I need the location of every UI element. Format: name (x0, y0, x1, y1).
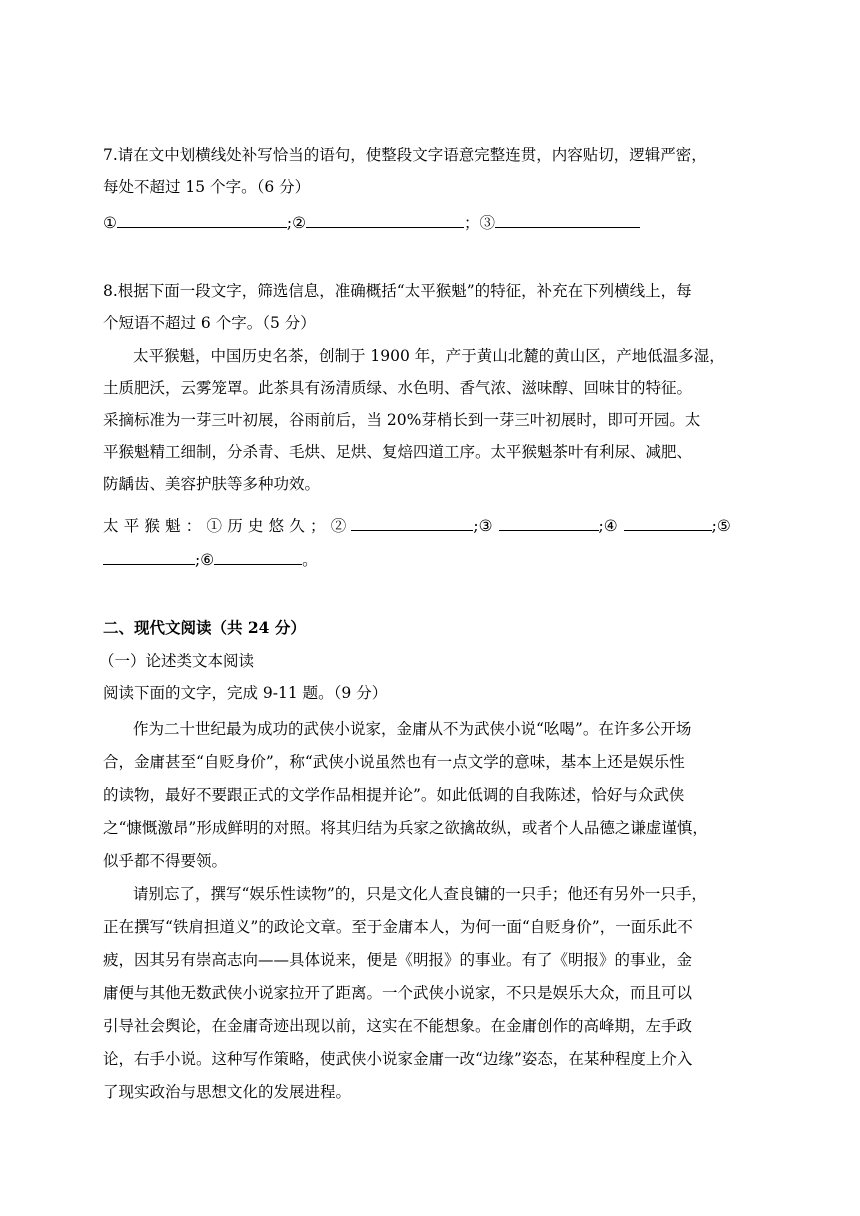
q8-answer-line-1 (103, 514, 731, 537)
q7-line-2: 每处不超过 15 个字。（6 分） (103, 178, 311, 196)
section-heading: 二、现代文阅读（共 24 分） (103, 618, 306, 637)
passage-line: 了现实政治与思想文化的发展进程。 (103, 1083, 352, 1101)
passage-line: 引导社会舆论，在金庸奇迹出现以前，这实在不能想象。在金庸创作的高峰期，左手政 (103, 1017, 693, 1035)
q8-passage-line: 土质肥沃，云雾笼罩。此茶具有汤清质绿、水色明、香气浓、滋味醇、回味甘的特征。 (103, 379, 693, 397)
passage-line: 似乎都不得要领。 (103, 852, 228, 870)
passage-line: 庸便与其他无数武侠小说家拉开了距离。一个武侠小说家，不只是娱乐大众，而且可以 (103, 984, 693, 1002)
q8-marker-3: ;③ (473, 517, 493, 535)
q8-marker-5: ;⑤ (711, 517, 731, 535)
q8-blank-3[interactable] (499, 514, 599, 531)
passage-line: 疲，因其另有崇高志向——具体说来，便是《明报》的事业。有了《明报》的事业，金 (103, 951, 693, 969)
q8-blank-2[interactable] (351, 514, 473, 531)
passage-line: 的读物，最好不要跟正式的文学作品相提并论”。如此低调的自我陈述，恰好与众武侠 (103, 786, 685, 804)
passage-line: 论，右手小说。这种写作策略，使武侠小说家金庸一改“边缘”姿态，在某种程度上介入 (103, 1050, 693, 1068)
q8-answer-prefix: 太平猴魁：①历史悠久；② (103, 517, 352, 535)
q7-answer-line (103, 211, 640, 234)
passage-line: 正在撰写“铁肩担道义”的政论文章。至于金庸本人，为何一面“自贬身价”，一面乐此不 (103, 918, 693, 936)
q7-marker-3: ；③ (464, 214, 496, 232)
passage-line: 作为二十世纪最为成功的武侠小说家，金庸从不为武侠小说“吆喝”。在许多公开场 (133, 720, 692, 738)
passage-line: 合，金庸甚至“自贬身价”，称“武侠小说虽然也有一点文学的意味，基本上还是娱乐性 (103, 753, 685, 771)
q7-line-1: 7.请在文中划横线处补写恰当的语句，使整段文字语意完整连贯，内容贴切，逻辑严密， (103, 146, 707, 164)
q8-marker-4: ;④ (598, 517, 618, 535)
q8-line-2: 个短语不超过 6 个字。（5 分） (103, 314, 316, 332)
q7-blank-3[interactable] (495, 211, 640, 228)
q8-blank-4[interactable] (624, 514, 712, 531)
q7-marker-1: ① (103, 214, 117, 232)
q8-marker-6: ;⑥ (195, 551, 215, 569)
q8-blank-5[interactable] (103, 548, 195, 565)
q8-passage-line: 采摘标准为一芽三叶初展，谷雨前后，当 20%芽梢长到一芽三叶初展时，即可开园。太 (103, 411, 701, 429)
q8-passage-line: 平猴魁精工细制，分杀青、毛烘、足烘、复焙四道工序。太平猴魁茶叶有利尿、减肥、 (103, 443, 693, 461)
q8-blank-6[interactable] (214, 548, 302, 565)
passage-line: 之“慷慨激昂”形成鲜明的对照。将其归结为兵家之欲擒故纵，或者个人品德之谦虚谨慎， (103, 819, 708, 837)
passage-line: 请别忘了，撰写“娱乐性读物”的，只是文化人查良镛的一只手；他还有另外一只手， (133, 885, 707, 903)
q8-passage-line: 防龋齿、美容护肤等多种功效。 (103, 475, 321, 493)
q8-line-1: 8.根据下面一段文字，筛选信息，准确概括“太平猴魁”的特征，补充在下列横线上，每 (103, 282, 692, 300)
reading-instruction: 阅读下面的文字，完成 9-11 题。（9 分） (103, 684, 388, 702)
q7-blank-1[interactable] (117, 211, 287, 228)
q8-answer-line-2 (103, 548, 318, 571)
q7-marker-2: ;② (286, 214, 307, 232)
q7-blank-2[interactable] (306, 211, 464, 228)
subsection-title: （一）论述类文本阅读 (99, 652, 255, 670)
q8-passage-line: 太平猴魁，中国历史名茶，创制于 1900 年，产于黄山北麓的黄山区，产地低温多湿， (133, 347, 725, 365)
q8-end-mark: 。 (302, 551, 318, 569)
